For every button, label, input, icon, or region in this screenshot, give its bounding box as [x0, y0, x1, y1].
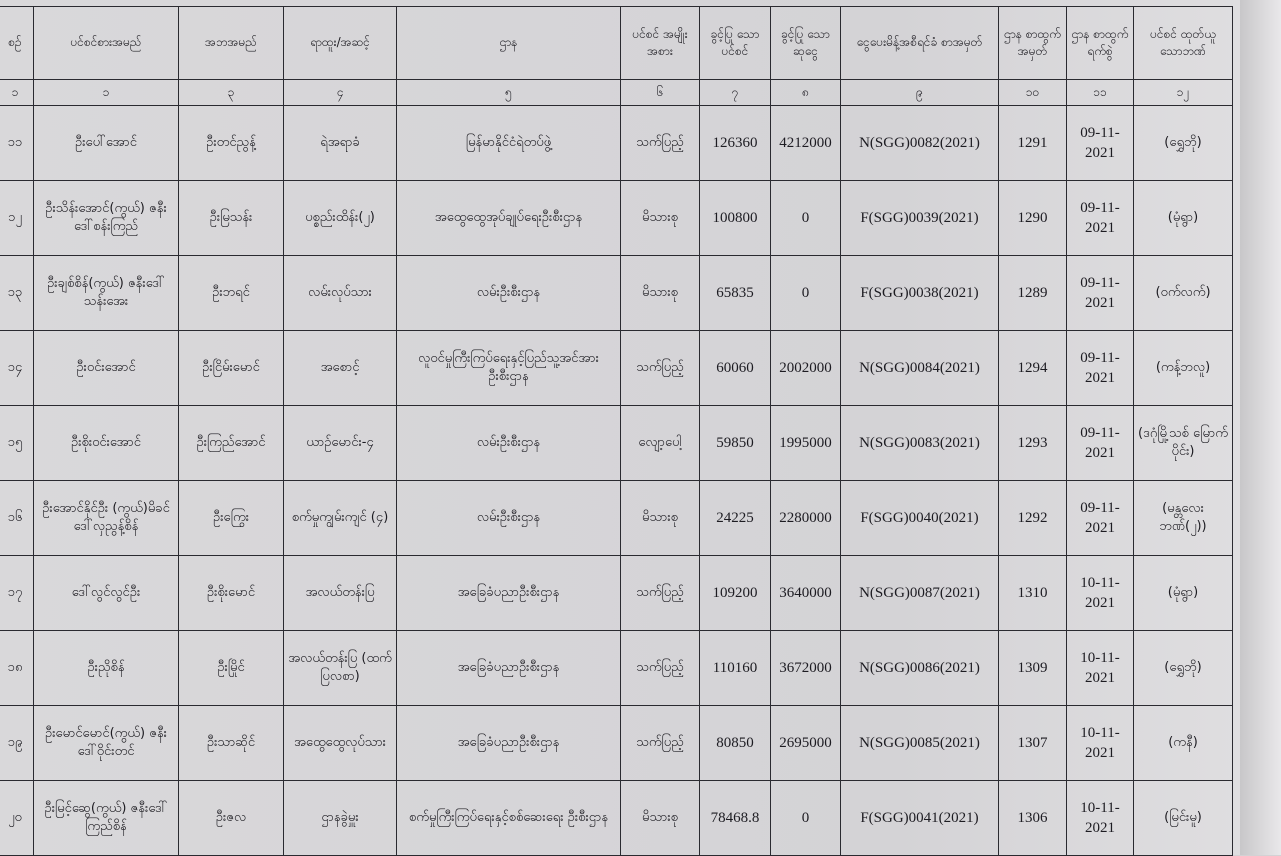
- payment-order-no: F(SGG)0041(2021): [841, 781, 999, 856]
- letter-no: 1292: [999, 481, 1067, 556]
- table-row: [0, 481, 1233, 556]
- pensioner-name: ဦးစိုးဝင်းအောင်: [34, 406, 179, 481]
- header-cell-no: စဉ်: [0, 7, 34, 80]
- father-name: ဦးဇလ: [179, 781, 284, 856]
- department: လမ်းဦးစီးဌာန: [397, 481, 621, 556]
- bank: (မန္တလေး ဘဏ်(၂)): [1134, 481, 1233, 556]
- rank: အလယ်တန်းပြ (ထက်ပြလစာ): [284, 631, 397, 706]
- pension-amount: 80850: [700, 706, 771, 781]
- gratuity-amount: 2280000: [771, 481, 841, 556]
- payment-order-no: F(SGG)0040(2021): [841, 481, 999, 556]
- header-row: [0, 7, 1233, 80]
- bank: (ရွှေဘို): [1134, 631, 1233, 706]
- header-cell-pension-amount: ခွင့်ပြု သော ပင်စင်: [700, 7, 771, 80]
- letter-date: 09-11-2021: [1067, 331, 1134, 406]
- department: လူဝင်မှုကြီးကြပ်ရေးနှင့်ပြည်သူ့အင်အားဦးစီးဌာန: [397, 331, 621, 406]
- column-number: ၅: [397, 80, 621, 106]
- pension-type: လျော့ပေါ့: [621, 406, 700, 481]
- rank: ယာဉ်မောင်း-၄: [284, 406, 397, 481]
- bank: (မုံရွာ): [1134, 556, 1233, 631]
- department: အခြေခံပညာဦးစီးဌာန: [397, 631, 621, 706]
- rank: အလယ်တန်းပြ: [284, 556, 397, 631]
- pensioner-name: ဦးအောင်နိုင်ဦး (ကွယ်)မိခင် ဒေါ်လှညွန့်စိန်: [34, 481, 179, 556]
- table-row: [0, 631, 1233, 706]
- pension-amount: 100800: [700, 181, 771, 256]
- header-cell-name: ပင်စင်စားအမည်: [34, 7, 179, 80]
- column-number: ၁၀: [999, 80, 1067, 106]
- column-number: ၆: [621, 80, 700, 106]
- pensioner-name: ဦးသိန်းအောင်(ကွယ်) ဇနီးဒေါ်စန်းကြည်: [34, 181, 179, 256]
- row-number: ၁၁: [0, 106, 34, 181]
- letter-date: 09-11-2021: [1067, 106, 1134, 181]
- header-cell-letter-date: ဌာန စာထွက် ရက်စွဲ: [1067, 7, 1134, 80]
- bank: (ကန့်ဘလူ): [1134, 331, 1233, 406]
- pension-type: မိသားစု: [621, 181, 700, 256]
- gratuity-amount: 2002000: [771, 331, 841, 406]
- row-number: ၁၃: [0, 256, 34, 331]
- rank: ဌာနခွဲမှူး: [284, 781, 397, 856]
- letter-no: 1293: [999, 406, 1067, 481]
- pensioner-name: ဦးပေါ်အောင်: [34, 106, 179, 181]
- header-cell-department: ဌာန: [397, 7, 621, 80]
- column-number-row: [0, 80, 1233, 106]
- department: လမ်းဦးစီးဌာန: [397, 256, 621, 331]
- column-number: ၇: [700, 80, 771, 106]
- letter-no: 1291: [999, 106, 1067, 181]
- column-number: ၁: [34, 80, 179, 106]
- bank: (မြင်းမူ): [1134, 781, 1233, 856]
- pensioner-name: ဦးမောင်မောင်(ကွယ်) ဇနီးဒေါ်ဝိုင်းတင်: [34, 706, 179, 781]
- letter-date: 09-11-2021: [1067, 256, 1134, 331]
- gratuity-amount: 0: [771, 181, 841, 256]
- department: အထွေထွေအုပ်ချုပ်ရေးဦးစီးဌာန: [397, 181, 621, 256]
- pension-type: သက်ပြည့်: [621, 631, 700, 706]
- gratuity-amount: 2695000: [771, 706, 841, 781]
- pension-type: မိသားစု: [621, 781, 700, 856]
- pension-type: သက်ပြည့်: [621, 106, 700, 181]
- father-name: ဦးမြိုင်: [179, 631, 284, 706]
- letter-no: 1307: [999, 706, 1067, 781]
- father-name: ဦးမြသန်း: [179, 181, 284, 256]
- table-row: [0, 406, 1233, 481]
- row-number: ၁၄: [0, 331, 34, 406]
- pension-amount: 65835: [700, 256, 771, 331]
- letter-date: 09-11-2021: [1067, 406, 1134, 481]
- payment-order-no: N(SGG)0084(2021): [841, 331, 999, 406]
- letter-no: 1310: [999, 556, 1067, 631]
- row-number: ၁၆: [0, 481, 34, 556]
- payment-order-no: N(SGG)0083(2021): [841, 406, 999, 481]
- pension-type: သက်ပြည့်: [621, 556, 700, 631]
- gratuity-amount: 3640000: [771, 556, 841, 631]
- pensioner-name: ဦးမြင့်ဆွေ(ကွယ်) ဇနီးဒေါ်ကြည်စိန်: [34, 781, 179, 856]
- pension-type: မိသားစု: [621, 481, 700, 556]
- header-cell-rank: ရာထူး/အဆင့်: [284, 7, 397, 80]
- payment-order-no: N(SGG)0085(2021): [841, 706, 999, 781]
- gratuity-amount: 0: [771, 256, 841, 331]
- pension-amount: 126360: [700, 106, 771, 181]
- letter-no: 1290: [999, 181, 1067, 256]
- letter-date: 10-11-2021: [1067, 781, 1134, 856]
- column-number: ၉: [841, 80, 999, 106]
- column-number: ၃: [179, 80, 284, 106]
- pension-table: [0, 6, 1233, 856]
- header-cell-letter-no: ဌာန စာထွက် အမှတ်: [999, 7, 1067, 80]
- payment-order-no: F(SGG)0039(2021): [841, 181, 999, 256]
- letter-no: 1306: [999, 781, 1067, 856]
- column-number: ၈: [771, 80, 841, 106]
- pension-amount: 60060: [700, 331, 771, 406]
- letter-date: 10-11-2021: [1067, 556, 1134, 631]
- header-cell-bank: ပင်စင် ထုတ်ယူ သောဘဏ်: [1134, 7, 1233, 80]
- pensioner-name: ဦးဝင်းအောင်: [34, 331, 179, 406]
- department: အခြေခံပညာဦးစီးဌာန: [397, 706, 621, 781]
- father-name: ဦးကြည်အောင်: [179, 406, 284, 481]
- pension-amount: 59850: [700, 406, 771, 481]
- payment-order-no: N(SGG)0087(2021): [841, 556, 999, 631]
- pensioner-name: ဒေါ်လွင်လွင်ဦး: [34, 556, 179, 631]
- father-name: ဦးစိုးမောင်: [179, 556, 284, 631]
- letter-date: 09-11-2021: [1067, 481, 1134, 556]
- bank: (ရွှေဘို): [1134, 106, 1233, 181]
- department: စက်မှုကြီးကြပ်ရေးနှင့်စစ်ဆေးရေး ဦးစီးဌာန: [397, 781, 621, 856]
- gratuity-amount: 3672000: [771, 631, 841, 706]
- letter-no: 1289: [999, 256, 1067, 331]
- bank: (ကနီ): [1134, 706, 1233, 781]
- column-number: ၄: [284, 80, 397, 106]
- payment-order-no: N(SGG)0086(2021): [841, 631, 999, 706]
- department: အခြေခံပညာဦးစီးဌာန: [397, 556, 621, 631]
- pensioner-name: ဦးညိုစိန်: [34, 631, 179, 706]
- payment-order-no: N(SGG)0082(2021): [841, 106, 999, 181]
- father-name: ဦးငြိမ်းမောင်: [179, 331, 284, 406]
- table-row: [0, 781, 1233, 856]
- pensioner-name: ဦးချစ်စိန်(ကွယ်) ဇနီးဒေါ်သန်းအေး: [34, 256, 179, 331]
- row-number: ၁၂: [0, 181, 34, 256]
- column-number: ၁၂: [1134, 80, 1233, 106]
- rank: အစောင့်: [284, 331, 397, 406]
- letter-date: 10-11-2021: [1067, 706, 1134, 781]
- pension-type: မိသားစု: [621, 256, 700, 331]
- father-name: ဦးကြွေး: [179, 481, 284, 556]
- pension-amount: 24225: [700, 481, 771, 556]
- father-name: ဦးဘရင်: [179, 256, 284, 331]
- bank: (ဒဂုံမြို့သစ် မြောက်ပိုင်း): [1134, 406, 1233, 481]
- gratuity-amount: 1995000: [771, 406, 841, 481]
- rank: လမ်းလုပ်သား: [284, 256, 397, 331]
- letter-date: 09-11-2021: [1067, 181, 1134, 256]
- pension-amount: 78468.8: [700, 781, 771, 856]
- pension-type: သက်ပြည့်: [621, 706, 700, 781]
- father-name: ဦးသာဆိုင်: [179, 706, 284, 781]
- header-cell-payment-order: ငွေပေးမိန့်အစီရင်ခံ စာအမှတ်: [841, 7, 999, 80]
- pension-amount: 110160: [700, 631, 771, 706]
- payment-order-no: F(SGG)0038(2021): [841, 256, 999, 331]
- page-edge: [1240, 0, 1281, 855]
- row-number: ၁၇: [0, 556, 34, 631]
- row-number: ၁၉: [0, 706, 34, 781]
- department: မြန်မာနိုင်ငံရဲတပ်ဖွဲ့: [397, 106, 621, 181]
- table-row: [0, 181, 1233, 256]
- table-row: [0, 331, 1233, 406]
- column-number: ၁၁: [1067, 80, 1134, 106]
- row-number: ၁၈: [0, 631, 34, 706]
- pension-type: သက်ပြည့်: [621, 331, 700, 406]
- bank: (ဝက်လက်): [1134, 256, 1233, 331]
- table-row: [0, 106, 1233, 181]
- rank: အထွေထွေလုပ်သား: [284, 706, 397, 781]
- pension-amount: 109200: [700, 556, 771, 631]
- header-cell-gratuity: ခွင့်ပြု သော ဆုငွေ: [771, 7, 841, 80]
- rank: ရဲအရာခံ: [284, 106, 397, 181]
- table-row: [0, 256, 1233, 331]
- department: လမ်းဦးစီးဌာန: [397, 406, 621, 481]
- letter-date: 10-11-2021: [1067, 631, 1134, 706]
- father-name: ဦးတင်ညွန့်: [179, 106, 284, 181]
- row-number: ၁၅: [0, 406, 34, 481]
- gratuity-amount: 4212000: [771, 106, 841, 181]
- rank: ပစ္စည်းထိန်း(၂): [284, 181, 397, 256]
- column-number: ၁: [0, 80, 34, 106]
- header-cell-pension-type: ပင်စင် အမျိုး အစား: [621, 7, 700, 80]
- header-cell-father: အဘအမည်: [179, 7, 284, 80]
- letter-no: 1294: [999, 331, 1067, 406]
- row-number: ၂၀: [0, 781, 34, 856]
- rank: စက်မှုကျွမ်းကျင် (၄): [284, 481, 397, 556]
- table-row: [0, 706, 1233, 781]
- letter-no: 1309: [999, 631, 1067, 706]
- table-row: [0, 556, 1233, 631]
- gratuity-amount: 0: [771, 781, 841, 856]
- bank: (မုံရွာ): [1134, 181, 1233, 256]
